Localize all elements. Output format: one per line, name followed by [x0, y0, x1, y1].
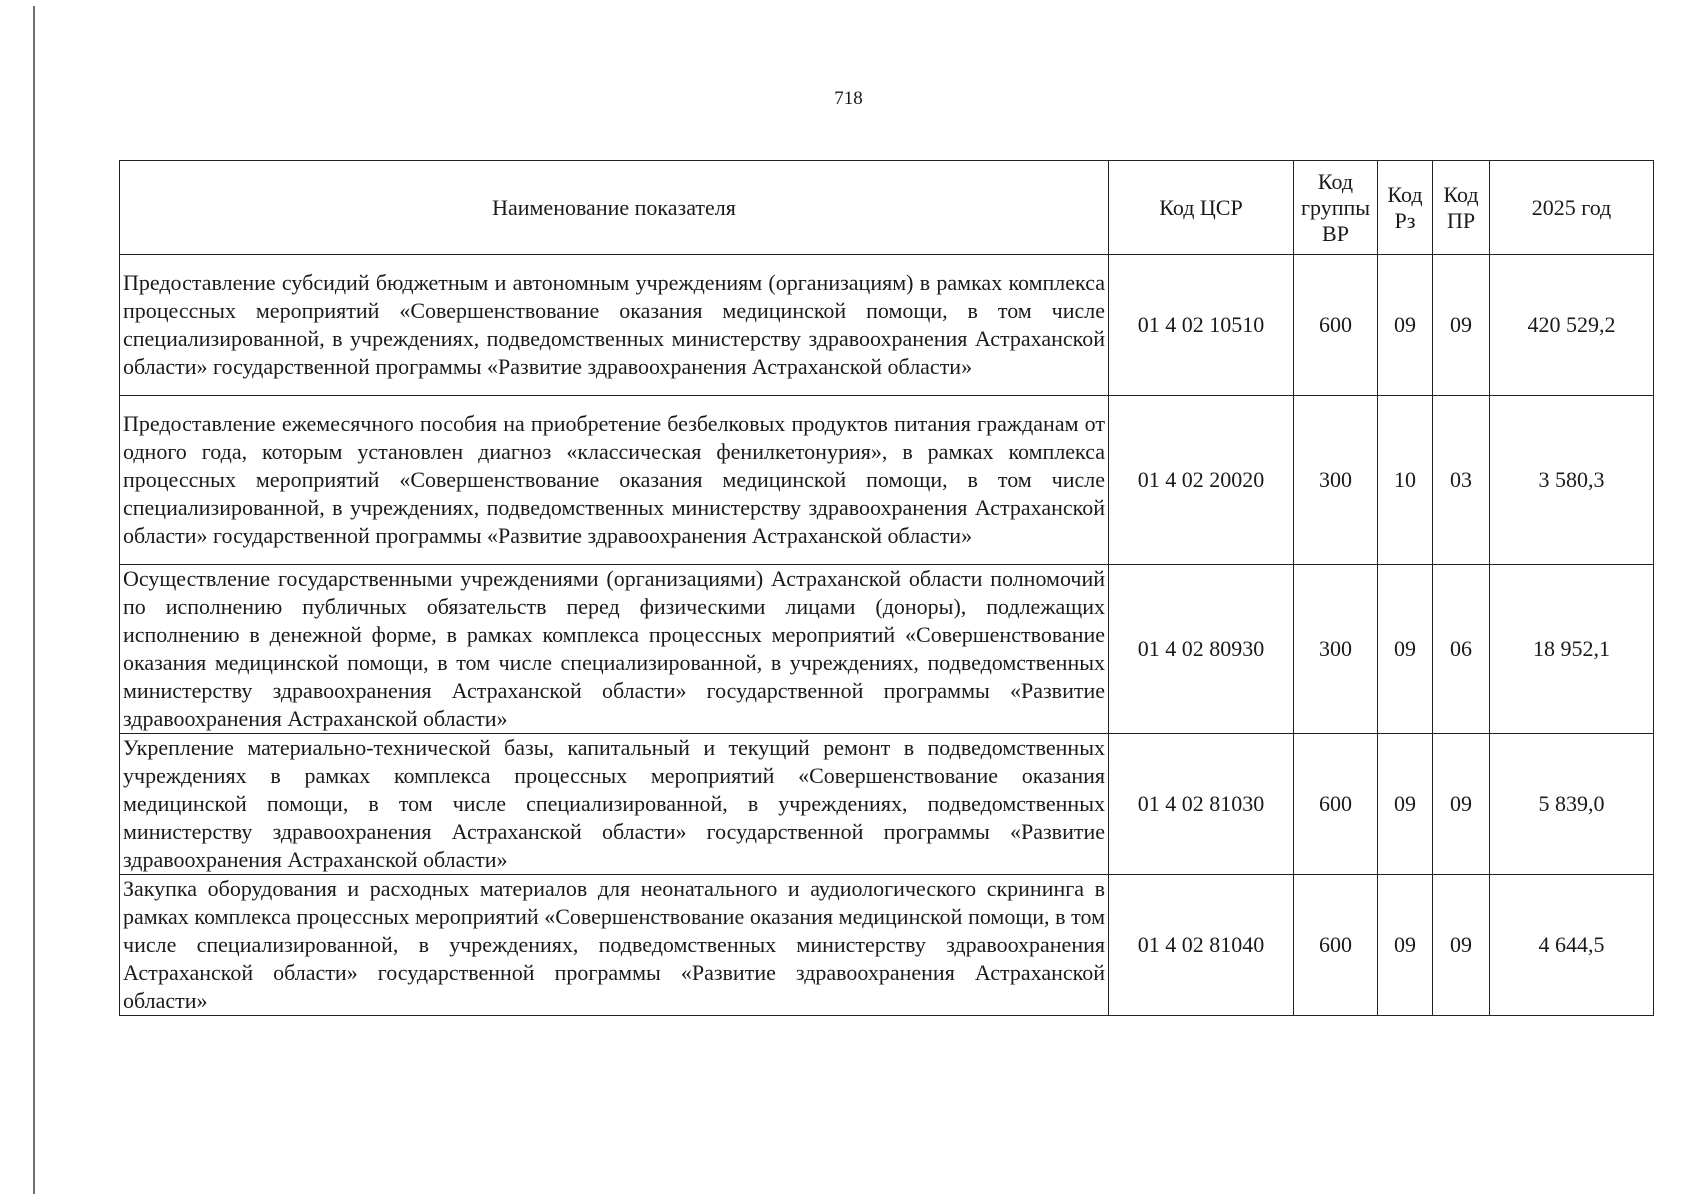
vr-code-cell: 300 — [1294, 396, 1378, 565]
table-row — [120, 734, 1654, 875]
indicator-name-cell: Предоставление субсидий бюджетным и автономным учреждениям (организациям) в рамках комплекса процессных мероприятий «Совершенствование оказания медицинской помощи, в том числе специализированной, в учреждениях, подведомственных министерству здравоохранения Астраханской области» государственной программы «Развитие здравоохранения Астраханской области» — [120, 255, 1109, 396]
vr-code-cell: 300 — [1294, 565, 1378, 734]
header-row — [120, 161, 1654, 255]
csr-code-cell: 01 4 02 10510 — [1109, 255, 1294, 396]
rz-code-cell: 10 — [1378, 396, 1433, 565]
pr-code-cell: 09 — [1433, 734, 1490, 875]
pr-code-cell: 03 — [1433, 396, 1490, 565]
header-indicator-name: Наименование показателя — [120, 161, 1109, 255]
table-row — [120, 565, 1654, 734]
header-vr-group-code: Код группы ВР — [1294, 161, 1378, 255]
indicator-name-cell: Осуществление государственными учреждениями (организациями) Астраханской области полномочий по исполнению публичных обязательств перед физическими лицами (доноры), подлежащих исполнению в денежной форме, в рамках комплекса процессных мероприятий «Совершенствование оказания медицинской помощи, в том числе специализированной, в учреждениях, подведомственных министерству здравоохранения Астраханской области» государственной программы «Развитие здравоохранения Астраханской области» — [120, 565, 1109, 734]
pr-code-cell: 09 — [1433, 875, 1490, 1016]
pr-code-cell: 09 — [1433, 255, 1490, 396]
header-rz-code: Код Рз — [1378, 161, 1433, 255]
csr-code-cell: 01 4 02 80930 — [1109, 565, 1294, 734]
vr-code-cell: 600 — [1294, 734, 1378, 875]
table-row — [120, 255, 1654, 396]
indicator-name-cell: Предоставление ежемесячного пособия на приобретение безбелковых продуктов питания гражданам от одного года, которым установлен диагноз «классическая фенилкетонурия», в рамках комплекса процессных мероприятий «Совершенствование оказания медицинской помощи, в том числе специализированной, в учреждениях, подведомственных министерству здравоохранения Астраханской области» государственной программы «Развитие здравоохранения Астраханской области» — [120, 396, 1109, 565]
table-row — [120, 396, 1654, 565]
header-year-2025: 2025 год — [1490, 161, 1654, 255]
csr-code-cell: 01 4 02 20020 — [1109, 396, 1294, 565]
rz-code-cell: 09 — [1378, 875, 1433, 1016]
amount-2025-cell: 420 529,2 — [1490, 255, 1654, 396]
page-number: 718 — [834, 88, 863, 109]
indicator-name-cell: Закупка оборудования и расходных материалов для неонатального и аудиологического скрининга в рамках комплекса процессных мероприятий «Совершенствование оказания медицинской помощи, в том числе специализированной, в учреждениях, подведомственных министерству здравоохранения Астраханской области» государственной программы «Развитие здравоохранения Астраханской области» — [120, 875, 1109, 1016]
amount-2025-cell: 18 952,1 — [1490, 565, 1654, 734]
header-csr-code: Код ЦСР — [1109, 161, 1294, 255]
amount-2025-cell: 3 580,3 — [1490, 396, 1654, 565]
page-binding-line — [33, 6, 35, 1194]
rz-code-cell: 09 — [1378, 565, 1433, 734]
table-body — [120, 255, 1654, 1016]
vr-code-cell: 600 — [1294, 255, 1378, 396]
amount-2025-cell: 4 644,5 — [1490, 875, 1654, 1016]
csr-code-cell: 01 4 02 81030 — [1109, 734, 1294, 875]
vr-code-cell: 600 — [1294, 875, 1378, 1016]
rz-code-cell: 09 — [1378, 734, 1433, 875]
header-pr-code: Код ПР — [1433, 161, 1490, 255]
indicator-name-cell: Укрепление материально-технической базы, капитальный и текущий ремонт в подведомственных учреждениях в рамках комплекса процессных мероприятий «Совершенствование оказания медицинской помощи, в том числе специализированной, в учреждениях, подведомственных министерству здравоохранения Астраханской области» государственной программы «Развитие здравоохранения Астраханской области» — [120, 734, 1109, 875]
pr-code-cell: 06 — [1433, 565, 1490, 734]
amount-2025-cell: 5 839,0 — [1490, 734, 1654, 875]
csr-code-cell: 01 4 02 81040 — [1109, 875, 1294, 1016]
table-row — [120, 875, 1654, 1016]
budget-table — [119, 160, 1654, 1016]
rz-code-cell: 09 — [1378, 255, 1433, 396]
table-header — [120, 161, 1654, 255]
